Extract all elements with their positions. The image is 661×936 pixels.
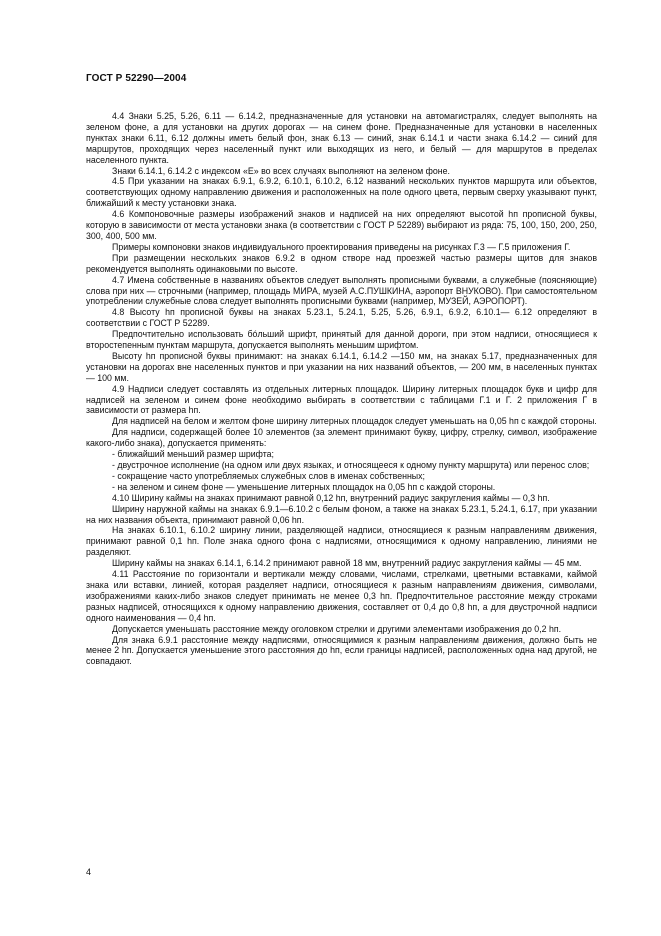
paragraph: Ширину каймы на знаках 6.14.1, 6.14.2 принимают равной 18 мм, внутренний радиус закругления каймы — 45 мм. xyxy=(112,558,582,569)
paragraph: На знаках 6.10.1, 6.10.2 ширину линии, разделяющей надписи, относящиеся к разным направлениям движения, принимают равной 0,1 hп. Поле знака одного фона с надписями, относящимися к одному направлению, линиями не разделяют. xyxy=(86,525,597,558)
paragraph: При размещении нескольких знаков 6.9.2 в одном створе над проезжей частью размеры щитов для знаков рекомендуется выполнять одинаковыми по высоте. xyxy=(86,252,597,274)
paragraph: Знаки 6.14.1, 6.14.2 с индексом «Е» во всех случаях выполняют на зеленом фоне. xyxy=(112,165,450,176)
page-number: 4 xyxy=(86,867,92,877)
paragraph: Для надписи, содержащей более 10 элементов (за элемент принимают букву, цифру, стрелку, символ, изображение какого-либо знака), допускается применять: xyxy=(86,427,597,449)
paragraph: 4.5 При указании на знаках 6.9.1, 6.9.2, 6.10.1, 6.10.2, 6.12 названий нескольких пунктов маршрута или объектов, соответствующих одному направлению движения и расположенных на поле одного цвета, первым сверху указывают пункт, ближайший к месту установки знака. xyxy=(86,176,597,209)
paragraph: 4.10 Ширину каймы на знаках принимают равной 0,12 hп, внутренний радиус закругления каймы — 0,3 hп. xyxy=(112,492,550,503)
paragraph: Ширину наружной каймы на знаках 6.9.1—6.10.2 с белым фоном, а также на знаках 5.23.1, 5.24.1, 6.17, при указании на них названия объекта, принимают равной 0,06 hп. xyxy=(86,503,597,525)
paragraph: 4.8 Высоту hп прописной буквы на знаках 5.23.1, 5.24.1, 5.25, 5.26, 6.9.1, 6.9.2, 6.10.1— 6.12 определяют в соответствии с ГОСТ Р 52289. xyxy=(86,307,597,329)
paragraph: Для надписей на белом и желтом фоне ширину литерных площадок следует уменьшать на 0,05 hп с каждой стороны. xyxy=(112,416,597,427)
paragraph: 4.4 Знаки 5.25, 5.26, 6.11 — 6.14.2, предназначенные для установки на автомагистралях, следует выполнять на зеленом фоне, а для установки на других дорогах — на синем фоне. Предназначенные для установки в населенных пунктах знаки 6.11, 6.12 должны иметь белый фон, знак 6.13 — синий, знак 6.14.1 и части знака 6.14.2 — синий для маршрутов, проходящих через населенный пункт или выходящих из него, и белый — для маршрутов в пределах населенного пункта. xyxy=(86,111,597,165)
paragraph: 4.6 Компоновочные размеры изображений знаков и надписей на них определяют высотой hп прописной буквы, которую в зависимости от места установки знака (в соответствии с ГОСТ Р 52289) выбирают из ряда: 75, 100, 150, 200, 250, 300, 400, 500 мм. xyxy=(86,209,597,241)
document-header: ГОСТ Р 52290—2004 xyxy=(86,73,187,84)
list-item: - сокращение часто употребляемых служебных слов в именах собственных; xyxy=(112,470,425,481)
paragraph: Предпочтительно использовать бóльший шрифт, принятый для данной дороги, при этом надписи, относящиеся к второстепенным пунктам маршрута, допускается выполнять меньшим шрифтом. xyxy=(86,329,597,351)
list-item: - ближайший меньший размер шрифта; xyxy=(112,449,274,460)
paragraph: Примеры компоновки знаков индивидуального проектирования приведены на рисунках Г.3 — Г.5 приложения Г. xyxy=(112,241,571,252)
list-item: - на зеленом и синем фоне — уменьшение литерных площадок на 0,05 hп с каждой стороны. xyxy=(112,481,496,492)
document-body xyxy=(86,111,597,667)
paragraph: Высоту hп прописной буквы принимают: на знаках 6.14.1, 6.14.2 —150 мм, на знаках 5.17, предназначенных для установки на дорогах вне населенных пунктов и при указании на них названий объектов, — 200 мм, в населенных пунктах — 100 мм. xyxy=(86,350,597,383)
list-item: - двустрочное исполнение (на одном или двух языках, и относящееся к одному пункту маршрута) или перенос слов; xyxy=(112,460,590,470)
paragraph: 4.7 Имена собственные в названиях объектов следует выполнять прописными буквами, а служебные (поясняющие) слова при них — строчными (например, площадь МИРА, музей А.С.ПУШКИНА, аэропорт ВНУКОВО). При самостоятельном употреблении служебные слова следует выполнять прописными буквами (например, МУЗЕЙ, АЭРОПОРТ). xyxy=(86,274,597,307)
paragraph: 4.9 Надписи следует составлять из отдельных литерных площадок. Ширину литерных площадок букв и цифр для надписей на зеленом и синем фоне необходимо выбирать в соответствии с таблицами Г.1 и Г. 2 приложения Г в зависимости от размера hп. xyxy=(86,383,597,416)
paragraph: Для знака 6.9.1 расстояние между надписями, относящимися к разным направлениям движения, должно быть не менее 2 hп. Допускается уменьшение этого расстояния до hп, если границы надписей, расположенных одна над другой, не совпадают. xyxy=(86,634,597,667)
paragraph: Допускается уменьшать расстояние между оголовком стрелки и другими элементами изображения до 0,2 hп. xyxy=(112,623,562,634)
paragraph: 4.11 Расстояние по горизонтали и вертикали между словами, числами, стрелками, цветными вставками, каймой знака или вставки, линией, которая разделяет надписи, относящиеся к разным направлениям движения, символами, изображениями каких-либо знаков следует принимать не менее 0,3 hп. Предпочтительное расстояние между строками разных надписей, относящихся к одному направлению движения, составляет от 0,4 до 0,8 hп, а для двустрочной надписи одного наименования — 0,4 hп. xyxy=(86,569,597,623)
